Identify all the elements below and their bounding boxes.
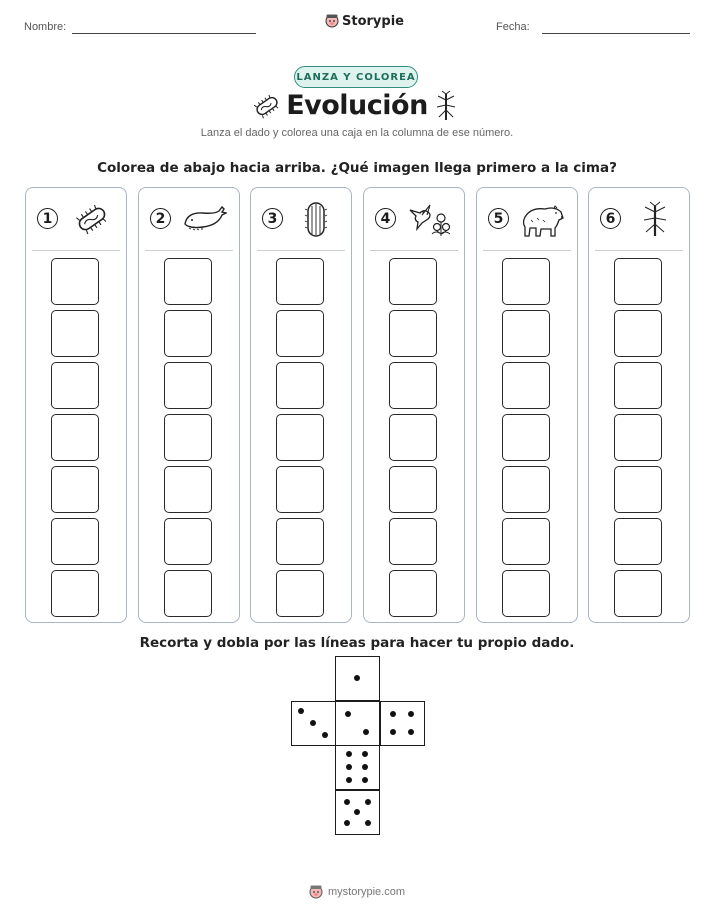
- color-box[interactable]: [389, 414, 437, 461]
- game-instruction: Colorea de abajo hacia arriba. ¿Qué imagen llega primero a la cima?: [97, 160, 617, 176]
- pig-mascot-icon: [309, 884, 323, 900]
- color-box[interactable]: [614, 310, 662, 357]
- column-divider: [257, 250, 345, 251]
- dice-pip: [322, 732, 328, 738]
- color-box[interactable]: [164, 258, 212, 305]
- color-box[interactable]: [389, 518, 437, 565]
- page-title: Evolución: [286, 90, 428, 121]
- color-box[interactable]: [502, 466, 550, 513]
- column-number: 2: [150, 208, 171, 229]
- color-box[interactable]: [614, 466, 662, 513]
- dice-pip: [345, 711, 351, 717]
- stick-insect-icon: [633, 200, 677, 238]
- color-box[interactable]: [276, 570, 324, 617]
- cactus-icon: [295, 200, 339, 238]
- column-divider: [483, 250, 571, 251]
- column-4: [363, 187, 465, 623]
- color-box[interactable]: [614, 414, 662, 461]
- polar-bear-icon: [521, 200, 565, 238]
- color-box[interactable]: [164, 362, 212, 409]
- color-box[interactable]: [164, 518, 212, 565]
- column-3: [250, 187, 352, 623]
- column-2: [138, 187, 240, 623]
- name-line[interactable]: [72, 33, 256, 34]
- dice-pip: [390, 711, 396, 717]
- color-box[interactable]: [502, 310, 550, 357]
- pig-mascot-icon: [325, 13, 339, 29]
- dice-pip: [344, 820, 350, 826]
- column-5: [476, 187, 578, 623]
- color-box[interactable]: [614, 570, 662, 617]
- dice-pip: [365, 820, 371, 826]
- color-box[interactable]: [502, 518, 550, 565]
- dice-pip: [365, 799, 371, 805]
- color-box[interactable]: [389, 466, 437, 513]
- hummingbird-flower-icon: [408, 200, 452, 238]
- date-label: Fecha:: [496, 21, 530, 33]
- color-box[interactable]: [502, 570, 550, 617]
- color-box[interactable]: [389, 310, 437, 357]
- dice-pip: [362, 751, 368, 757]
- dice-pip: [346, 764, 352, 770]
- column-number: 4: [375, 208, 396, 229]
- dice-pip: [346, 751, 352, 757]
- color-box[interactable]: [164, 466, 212, 513]
- column-divider: [32, 250, 120, 251]
- color-box[interactable]: [51, 518, 99, 565]
- color-box[interactable]: [389, 362, 437, 409]
- color-box[interactable]: [502, 258, 550, 305]
- column-divider: [595, 250, 683, 251]
- stick-insect-title-icon: [434, 90, 458, 122]
- color-box[interactable]: [51, 570, 99, 617]
- dice-pip: [310, 720, 316, 726]
- dice-pip: [362, 764, 368, 770]
- color-box[interactable]: [164, 310, 212, 357]
- color-box[interactable]: [276, 362, 324, 409]
- color-box[interactable]: [51, 258, 99, 305]
- color-box[interactable]: [276, 518, 324, 565]
- dice-instruction: Recorta y dobla por las líneas para hacer tu propio dado.: [139, 635, 575, 651]
- page-subtitle: Lanza el dado y colorea una caja en la columna de ese número.: [200, 127, 514, 139]
- color-box[interactable]: [389, 570, 437, 617]
- dice-pip: [362, 777, 368, 783]
- color-box[interactable]: [51, 362, 99, 409]
- column-divider: [370, 250, 458, 251]
- dice-face-2: [335, 701, 380, 746]
- dice-face-5: [335, 790, 380, 835]
- footer-url: mystorypie.com: [327, 886, 406, 898]
- color-box[interactable]: [614, 362, 662, 409]
- dice-face-4: [380, 701, 425, 746]
- column-number: 6: [600, 208, 621, 229]
- whale-icon: [183, 200, 227, 238]
- column-number: 1: [37, 208, 58, 229]
- color-box[interactable]: [502, 414, 550, 461]
- dice-pip: [344, 799, 350, 805]
- column-divider: [145, 250, 233, 251]
- dice-pip: [408, 711, 414, 717]
- activity-badge: LANZA Y COLOREA: [294, 66, 418, 88]
- color-box[interactable]: [51, 310, 99, 357]
- color-box[interactable]: [276, 414, 324, 461]
- color-box[interactable]: [51, 414, 99, 461]
- color-box[interactable]: [164, 414, 212, 461]
- dice-face-1: [335, 656, 380, 701]
- name-label: Nombre:: [24, 21, 67, 33]
- color-box[interactable]: [276, 258, 324, 305]
- column-number: 3: [262, 208, 283, 229]
- date-line[interactable]: [542, 33, 690, 34]
- color-box[interactable]: [614, 258, 662, 305]
- color-box[interactable]: [276, 310, 324, 357]
- color-box[interactable]: [276, 466, 324, 513]
- color-box[interactable]: [51, 466, 99, 513]
- column-6: [588, 187, 690, 623]
- color-box[interactable]: [164, 570, 212, 617]
- dice-pip: [408, 729, 414, 735]
- column-number: 5: [488, 208, 509, 229]
- dice-face-6: [335, 745, 380, 790]
- color-box[interactable]: [389, 258, 437, 305]
- dice-pip: [346, 777, 352, 783]
- color-box[interactable]: [502, 362, 550, 409]
- dice-pip: [390, 729, 396, 735]
- color-box[interactable]: [614, 518, 662, 565]
- dice-pip: [363, 729, 369, 735]
- dice-pip: [298, 708, 304, 714]
- brand-logo: [325, 13, 404, 29]
- dice-pip: [354, 675, 360, 681]
- bacterium-icon: [70, 200, 114, 238]
- dice-face-3: [291, 701, 336, 746]
- footer: [0, 884, 714, 900]
- column-1: [25, 187, 127, 623]
- dice-pip: [354, 809, 360, 815]
- brand-name: Storypie: [342, 13, 404, 29]
